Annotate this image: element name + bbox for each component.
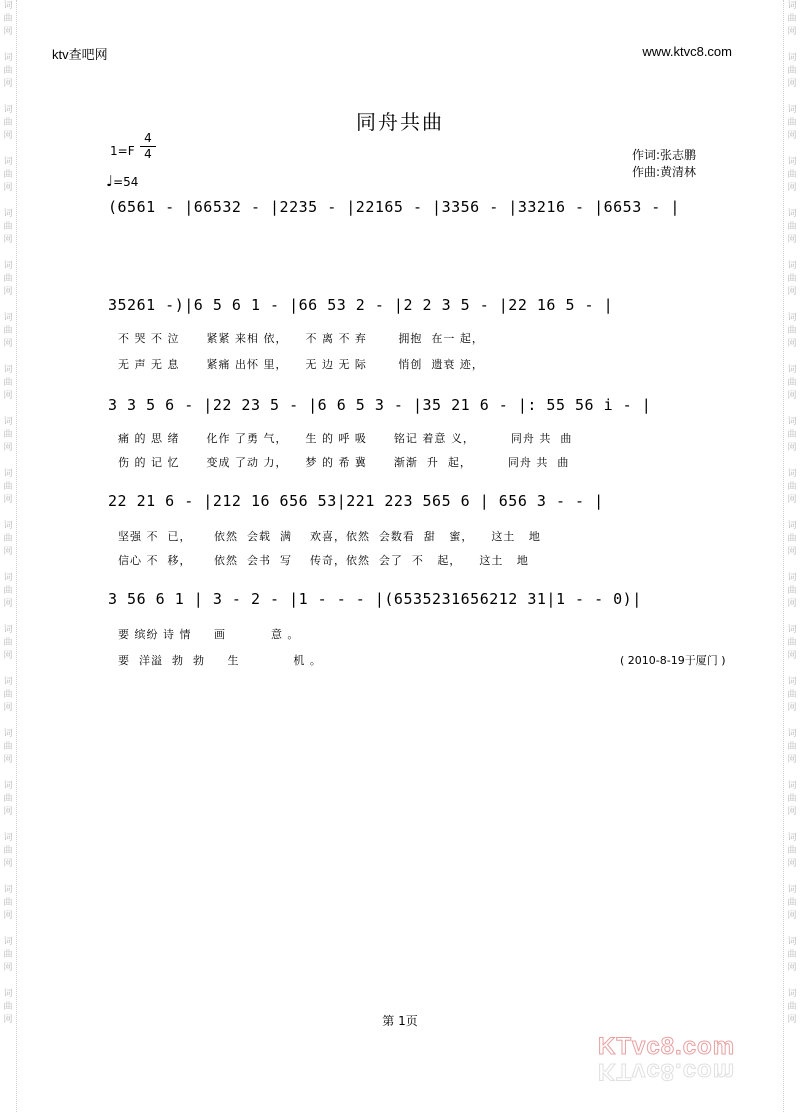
lyrics-line-3-verse-1: 痛 的 思 绪 化作 了勇 气， 生 的 呼 吸 铭记 着意 义， 同舟 共 曲 [118,432,573,445]
lyrics-line-3-verse-2: 伤 的 记 忆 变成 了动 力， 梦 的 希 冀 渐渐 升 起， 同舟 共 曲 [118,456,570,469]
lyrics-line-5-verse-2: 要 洋溢 勃 勃 生 机 。 [118,654,322,667]
logo-text: KTvc8.com [598,1033,736,1060]
key-signature: 1=F [110,144,135,158]
score-line-1: (6561 - |66532 - |2235 - |22165 - |3356 - |33216 - |6653 - | [108,198,680,216]
lyrics-line-4-verse-1: 坚强 不 已， 依然 会载 满 欢喜，依然 会数看 甜 蜜， 这土 地 [118,530,541,543]
lyrics-line-4-verse-2: 信心 不 移， 依然 会书 写 传奇，依然 会了 不 起， 这土 地 [118,554,529,567]
lyrics-line-2-verse-2: 无 声 无 息 紧痛 出怀 里， 无 边 无 际 悄创 遗衰 迹， [118,358,484,371]
time-signature-bottom: 4 [140,146,156,162]
quarter-note-icon: ♩ [106,172,114,190]
composer: 作曲:黄清林 [632,165,697,179]
left-watermark-text: 词 曲 网 词 曲 网 词 曲 网 词 曲 网 词 曲 网 词 曲 网 词 曲 网 词 曲 网 词 曲 网 词 曲 网 词 曲 网 词 曲 网 词 曲 网 词 曲 网 词 曲 网 词 曲 网 词 曲 网 词 曲 网 词 曲 网 词 曲 网 [3,1,13,1025]
score-line-3: 3 3 5 6 - |22 23 5 - |6 6 5 3 - |35 21 6 - |: 55 56 i - | [108,396,652,414]
page-number: 第 1页 [382,1014,418,1028]
tempo-marking [106,172,138,190]
right-watermark-text: 词 曲 网 词 曲 网 词 曲 网 词 曲 网 词 曲 网 词 曲 网 词 曲 网 词 曲 网 词 曲 网 词 曲 网 词 曲 网 词 曲 网 词 曲 网 词 曲 网 词 曲 网 词 曲 网 词 曲 网 词 曲 网 词 曲 网 词 曲 网 [787,1,797,1025]
header-site-name: ktv查吧网 [52,47,108,62]
ktvc8-logo [598,1033,748,1099]
credits [632,147,696,181]
composition-date: ( 2010-8-19于厦门 ) [620,654,726,667]
score-line-5: 3 56 6 1 | 3 - 2 - |1 - - - |(6535231656212 31|1 - - 0)| [108,590,642,608]
time-signature-top: 4 [144,131,152,145]
time-signature [140,131,156,162]
score-line-4: 22 21 6 - |212 16 656 53|221 223 565 6 | 656 3 - - | [108,492,604,510]
score-line-2: 35261 -)|6 5 6 1 - |66 53 2 - |2 2 3 5 - |22 16 5 - | [108,296,614,314]
left-margin-strip [0,0,17,1112]
logo-reflection: KTvc8.com [598,1058,736,1085]
header-site-url[interactable]: www.ktvc8.com [642,44,732,59]
lyrics-line-2-verse-1: 不 哭 不 泣 紧紧 来相 依， 不 离 不 弃 拥抱 在一 起， [118,332,484,345]
lyricist: 作词:张志鹏 [632,148,697,162]
tempo-value: =54 [113,175,139,189]
lyrics-line-5-verse-1: 要 缤纷 诗 情 画 意 。 [118,628,300,641]
right-margin-strip [783,0,800,1112]
song-title: 同舟共曲 [356,110,444,134]
